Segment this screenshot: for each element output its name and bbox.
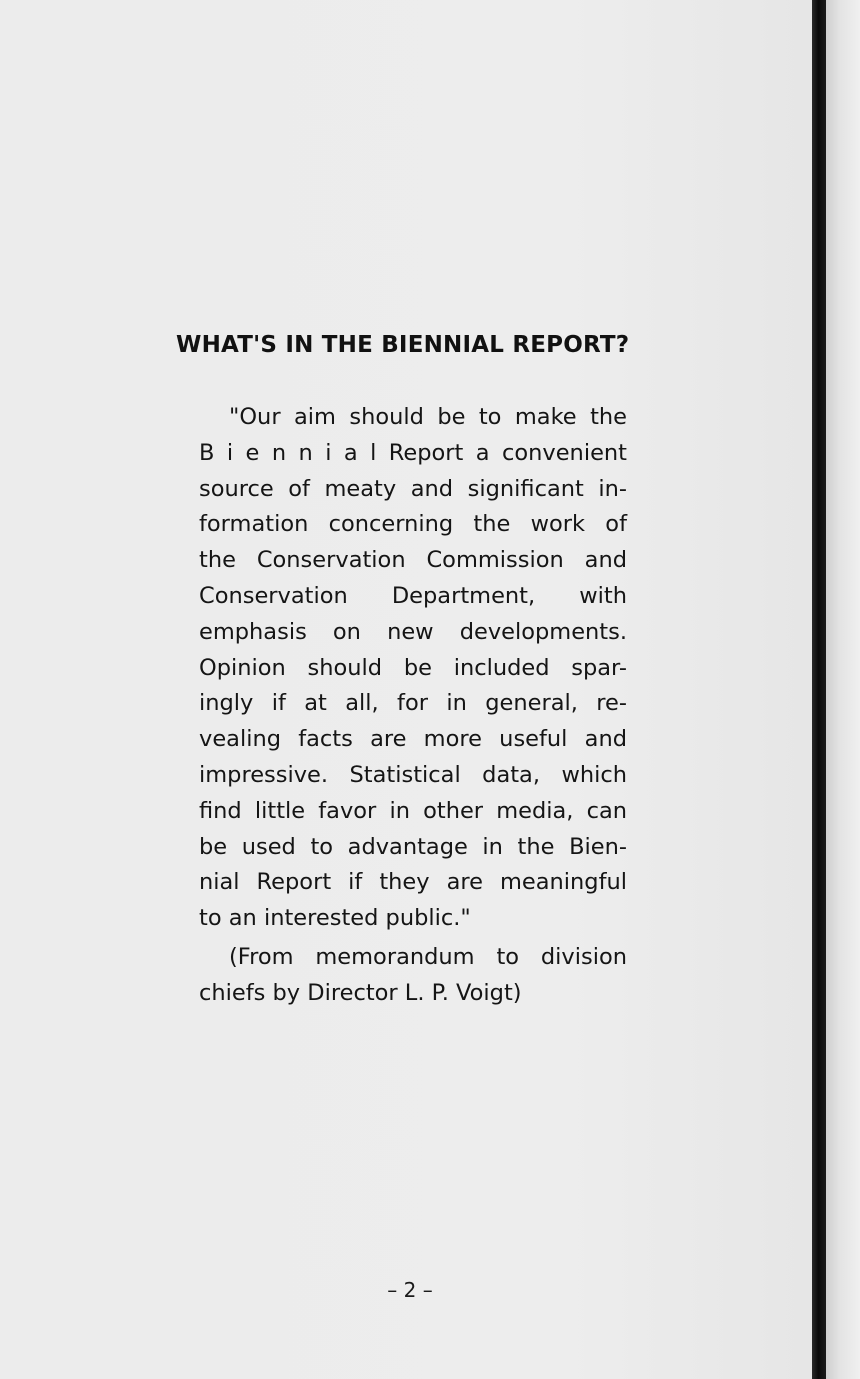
quote-line: the Conservation Commission and xyxy=(199,547,627,574)
quote-line: emphasis on new developments. xyxy=(199,618,627,645)
quote-line: vealing facts are more useful and xyxy=(199,726,627,753)
quote-line: find little favor in other media, can xyxy=(199,797,627,824)
quote-line: impressive. Statistical data, which xyxy=(199,761,627,788)
book-binding-edge xyxy=(812,0,826,1379)
quote-line: B i e n n i a l Report a convenient xyxy=(199,439,627,466)
quote-line: be used to advantage in the Bien- xyxy=(199,833,627,860)
attribution-line: chiefs by Director L. P. Voigt) xyxy=(199,979,522,1006)
quote-line: source of meaty and significant in- xyxy=(199,475,627,502)
quote-paragraph xyxy=(199,400,627,937)
attribution xyxy=(199,940,627,1012)
quote-line: Opinion should be included spar- xyxy=(199,654,627,681)
page-edge xyxy=(826,0,860,1379)
page-number: – 2 – xyxy=(387,1278,433,1302)
quote-line: ingly if at all, for in general, re- xyxy=(199,690,627,717)
quote-line: nial Report if they are meaningful xyxy=(199,869,627,896)
quote-line: formation concerning the work of xyxy=(199,511,627,538)
quote-line: to an interested public." xyxy=(199,905,471,932)
page-heading: WHAT'S IN THE BIENNIAL REPORT? xyxy=(176,332,630,358)
quote-line: Conservation Department, with xyxy=(199,582,627,609)
attribution-line: (From memorandum to division xyxy=(229,944,627,970)
quote-line: "Our aim should be to make the xyxy=(229,404,627,430)
